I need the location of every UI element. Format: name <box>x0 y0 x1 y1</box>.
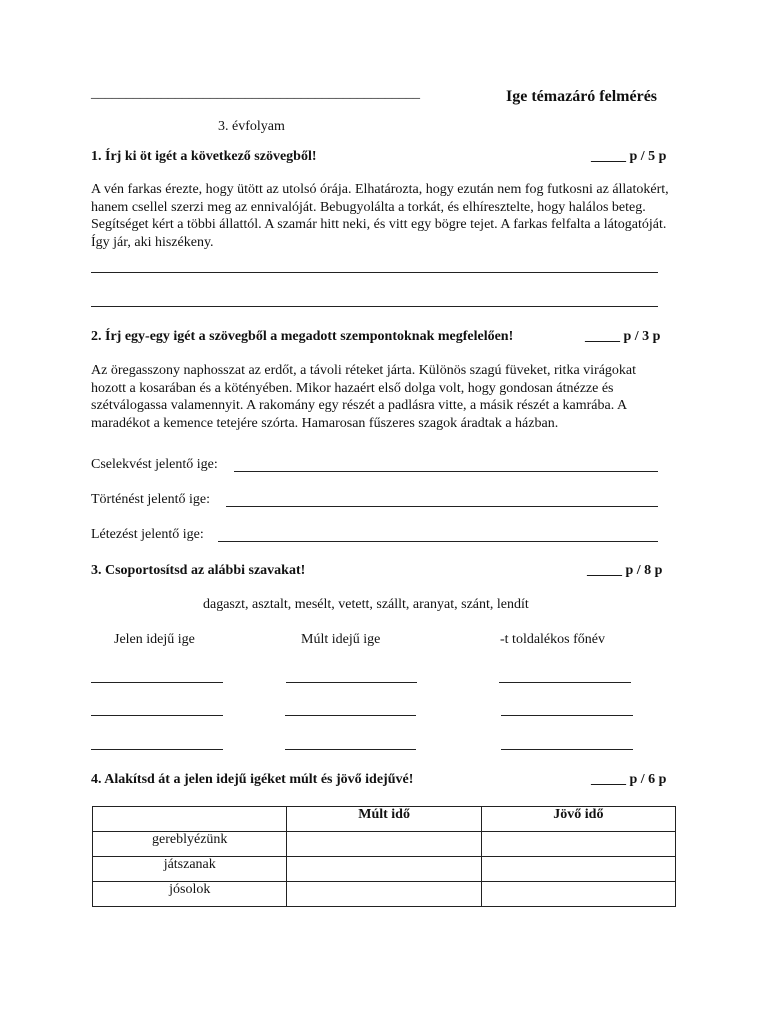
table-row <box>93 857 676 882</box>
q3-column-noun: -t toldalékos főnév <box>500 632 605 647</box>
q4-heading: 4. Alakítsd át a jelen idejű igéket múlt és jövő idejűvé! <box>91 772 414 787</box>
q1-score: _____ p / 5 p <box>591 149 667 164</box>
q1-heading: 1. Írj ki öt igét a következő szövegből! <box>91 149 317 164</box>
past-answer-cell[interactable] <box>287 882 481 907</box>
q2-action-line[interactable] <box>234 471 658 472</box>
q2-event-line[interactable] <box>226 506 658 507</box>
q2-score: _____ p / 3 p <box>585 329 661 344</box>
table-header-cell <box>93 807 287 832</box>
future-answer-cell[interactable] <box>481 832 675 857</box>
q2-existence-line[interactable] <box>218 541 658 542</box>
tense-table <box>92 806 676 907</box>
table-verb-cell: gereblyézünk <box>93 832 287 857</box>
q3-answer-line[interactable] <box>91 749 223 750</box>
q3-answer-line[interactable] <box>285 749 416 750</box>
q2-event-label: Történést jelentő ige: <box>91 492 210 507</box>
table-header-row <box>93 807 676 832</box>
table-row <box>93 882 676 907</box>
table-header-past: Múlt idő <box>287 807 481 832</box>
table-header-future: Jövő idő <box>481 807 675 832</box>
q2-heading: 2. Írj egy-egy igét a szövegből a megadott szempontoknak megfelelően! <box>91 329 514 344</box>
q4-score: _____ p / 6 p <box>591 772 667 787</box>
q3-answer-line[interactable] <box>285 715 416 716</box>
q3-word-list: dagaszt, asztalt, mesélt, vetett, szállt, aranyat, szánt, lendít <box>203 597 529 612</box>
q3-answer-line[interactable] <box>499 682 631 683</box>
name-line[interactable]: _______________________________________________ <box>91 86 420 101</box>
q1-answer-line-2[interactable] <box>91 306 658 307</box>
future-answer-cell[interactable] <box>481 882 675 907</box>
q3-answer-line[interactable] <box>91 682 223 683</box>
past-answer-cell[interactable] <box>287 832 481 857</box>
page-title: Ige témazáró felmérés <box>506 88 658 105</box>
q3-answer-line[interactable] <box>501 749 633 750</box>
q3-answer-line[interactable] <box>286 682 417 683</box>
future-answer-cell[interactable] <box>481 857 675 882</box>
table-row <box>93 832 676 857</box>
q3-column-present: Jelen idejű ige <box>114 632 195 647</box>
q3-answer-line[interactable] <box>91 715 223 716</box>
table-verb-cell: jósolok <box>93 882 287 907</box>
grade-label: 3. évfolyam <box>218 119 285 134</box>
q2-existence-label: Létezést jelentő ige: <box>91 527 204 542</box>
q3-heading: 3. Csoportosítsd az alábbi szavakat! <box>91 563 306 578</box>
q3-column-past: Múlt idejű ige <box>301 632 381 647</box>
table-verb-cell: játszanak <box>93 857 287 882</box>
q1-answer-line-1[interactable] <box>91 272 658 273</box>
q2-action-label: Cselekvést jelentő ige: <box>91 457 218 472</box>
q3-score: _____ p / 8 p <box>587 563 663 578</box>
q2-text: Az öregasszony naphosszat az erdőt, a távoli réteket járta. Különös szagú füveket, ritka virágokat hozott a kosarában és a kötényében. Mikor hazaért első dolga volt, hogy gondosan átnézze és szétválogassa valamennyit. A rakomány egy részét a padlásra vitte, a másik részét a kamrába. A maradékot a kemence tetejére szórta. Hamarosan fűszeres szagok áradtak a házban. <box>91 363 637 431</box>
q1-text: A vén farkas érezte, hogy ütött az utolsó órája. Elhatározta, hogy ezután nem fog futkosni az állatokért, hanem csellel szerzi meg az ennivalóját. Bebugyolálta a torkát, és elhíresztelte, hogy halálos beteg. Segítséget kért a többi állattól. A szamár hitt neki, és vitt egy bögre tejet. A farkas felfalta a látogatóját. Így jár, aki hiszékeny. <box>91 182 669 250</box>
past-answer-cell[interactable] <box>287 857 481 882</box>
q3-answer-line[interactable] <box>501 715 633 716</box>
